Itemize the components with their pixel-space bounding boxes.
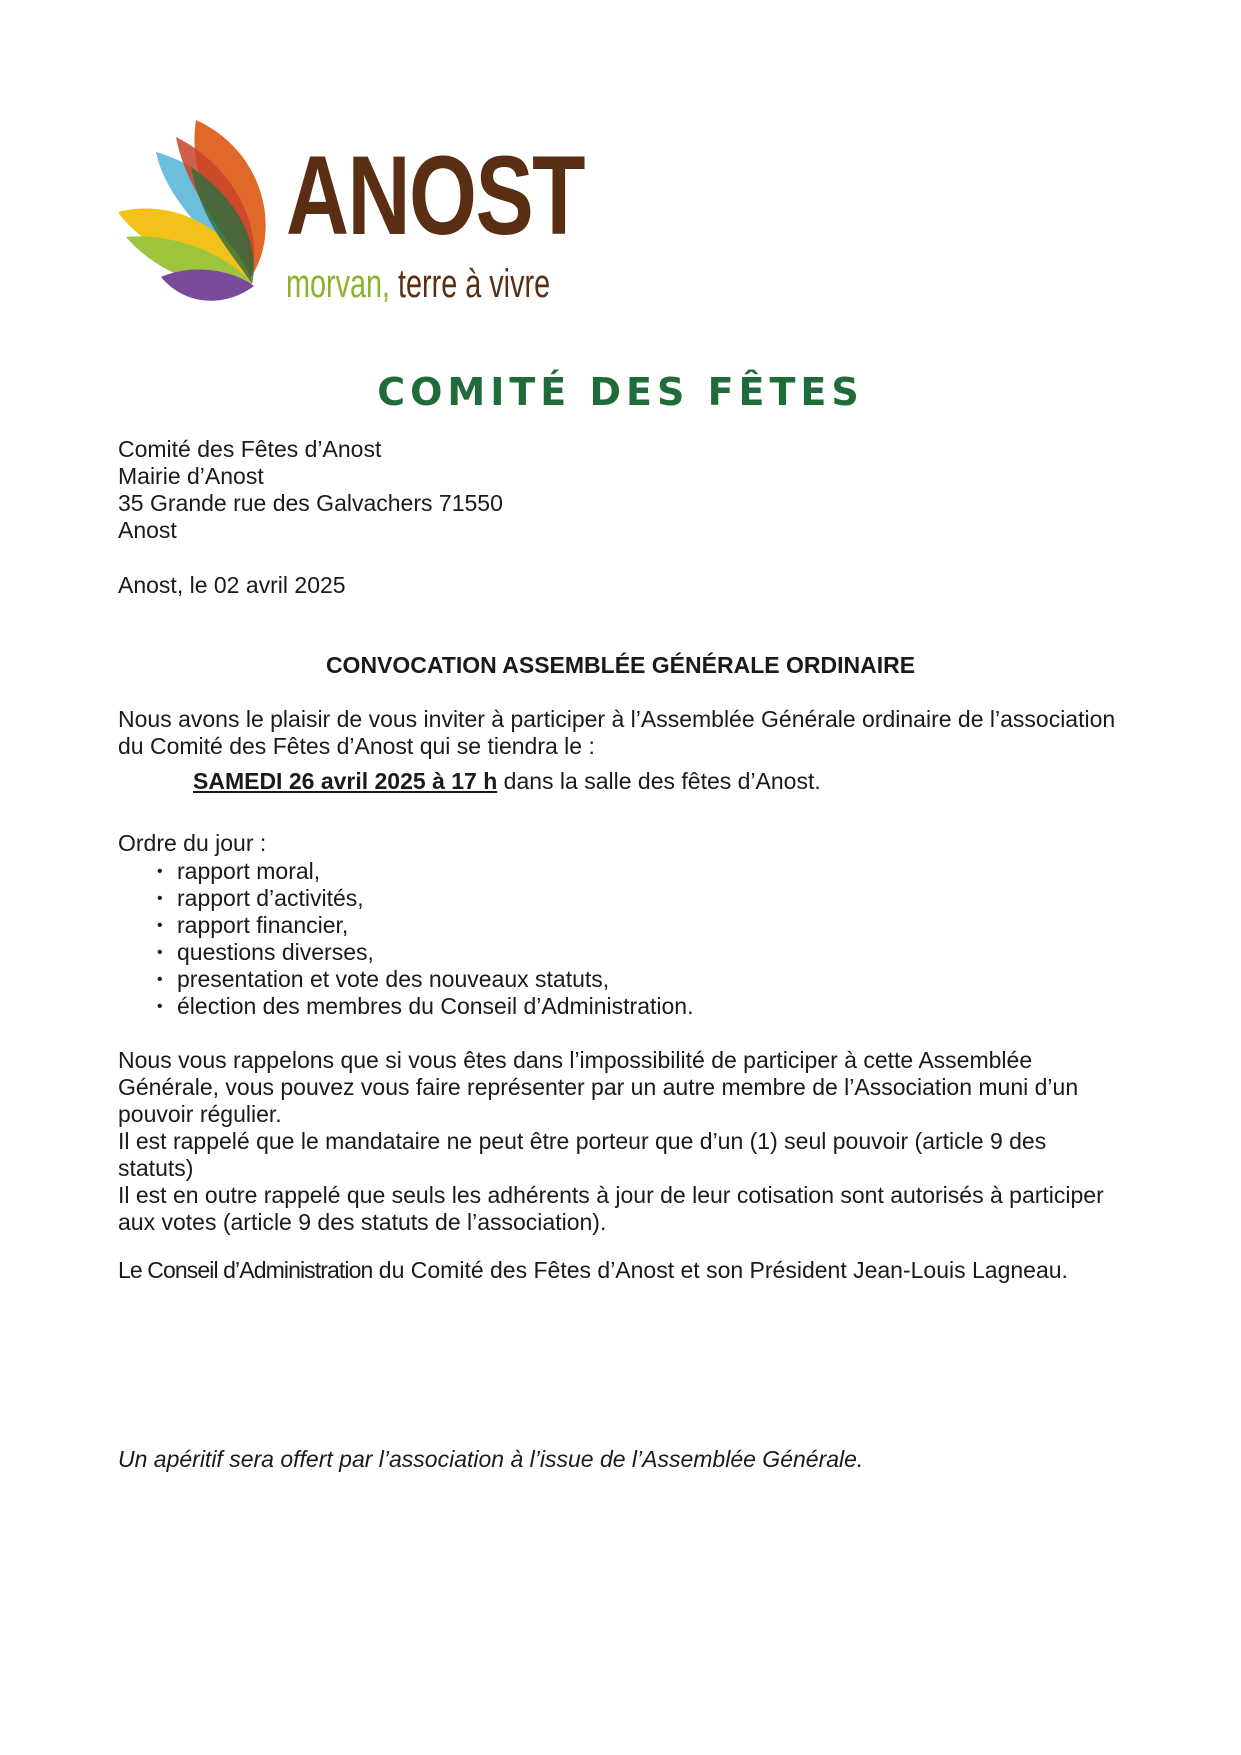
bullet-icon: • [157,890,163,907]
list-item [155,912,693,939]
committee-title: COMITÉ DES FÊTES [377,370,864,414]
list-item [155,885,693,912]
bullet-icon: • [157,971,163,988]
agenda-item-text: questions diverses, [177,939,374,965]
address-line: Comité des Fêtes d’Anost [118,436,382,462]
list-item [155,858,693,885]
agenda-item-text: rapport d’activités, [177,885,364,911]
reminder-block [118,1047,1128,1236]
agenda-item-text: presentation et vote des nouveaux statuts, [177,966,610,992]
leaf-emblem-icon [116,112,291,317]
event-datetime: SAMEDI 26 avril 2025 à 17 h [193,768,498,794]
sender-address [118,436,503,544]
document-heading: CONVOCATION ASSEMBLÉE GÉNÉRALE ORDINAIRE [325,652,916,678]
list-item [155,993,693,1020]
aperitif-note: Un apéritif sera offert par l’association à l’issue de l’Assemblée Générale. [118,1446,864,1472]
agenda-item-text: rapport financier, [177,912,349,938]
logo-tagline-part1: morvan, [286,262,391,306]
agenda-title: Ordre du jour : [118,830,267,856]
signature-rest: du Comité des Fêtes d’Anost et son Président Jean-Louis Lagneau. [372,1257,1068,1283]
bullet-icon: • [157,917,163,934]
agenda-item-text: rapport moral, [177,858,321,884]
signature-board: Le Conseil d’Administration [118,1257,373,1283]
reminder-paragraph: Il est en outre rappelé que seuls les adhérents à jour de leur cotisation sont autorisés à participer aux votes (article 9 des statuts de l’association). [118,1182,1104,1235]
event-location: dans la salle des fêtes d’Anost. [497,768,821,794]
logo-tagline [286,264,550,304]
anost-logo [116,112,584,317]
signature-line [118,1257,1068,1284]
agenda-item-text: élection des membres du Conseil d’Administration. [177,993,694,1019]
list-item [155,939,693,966]
address-line: Mairie d’Anost [118,463,264,489]
list-item [155,966,693,993]
date-line: Anost, le 02 avril 2025 [118,572,346,598]
reminder-paragraph: Il est rappelé que le mandataire ne peut être porteur que d’un (1) seul pouvoir (article 9 des statuts) [118,1128,1047,1181]
logo-tagline-part2: terre à vivre [390,262,551,306]
event-line [193,768,821,795]
logo-wordmark: ANOST [286,133,584,258]
bullet-icon: • [157,998,163,1015]
bullet-icon: • [157,944,163,961]
address-line: Anost [118,517,177,543]
bullet-icon: • [157,863,163,880]
agenda-list [155,858,693,1020]
reminder-paragraph: Nous vous rappelons que si vous êtes dans l’impossibilité de participer à cette Assemblée Générale, vous pouvez vous faire représenter par un autre membre de l’Association muni d’un pouvoir régulier. [118,1047,1079,1127]
intro-paragraph: Nous avons le plaisir de vous inviter à participer à l’Assemblée Générale ordinaire de l’association du Comité des Fêtes d’Anost qui se tiendra le : [118,706,1116,759]
address-line: 35 Grande rue des Galvachers 71550 [118,490,503,516]
